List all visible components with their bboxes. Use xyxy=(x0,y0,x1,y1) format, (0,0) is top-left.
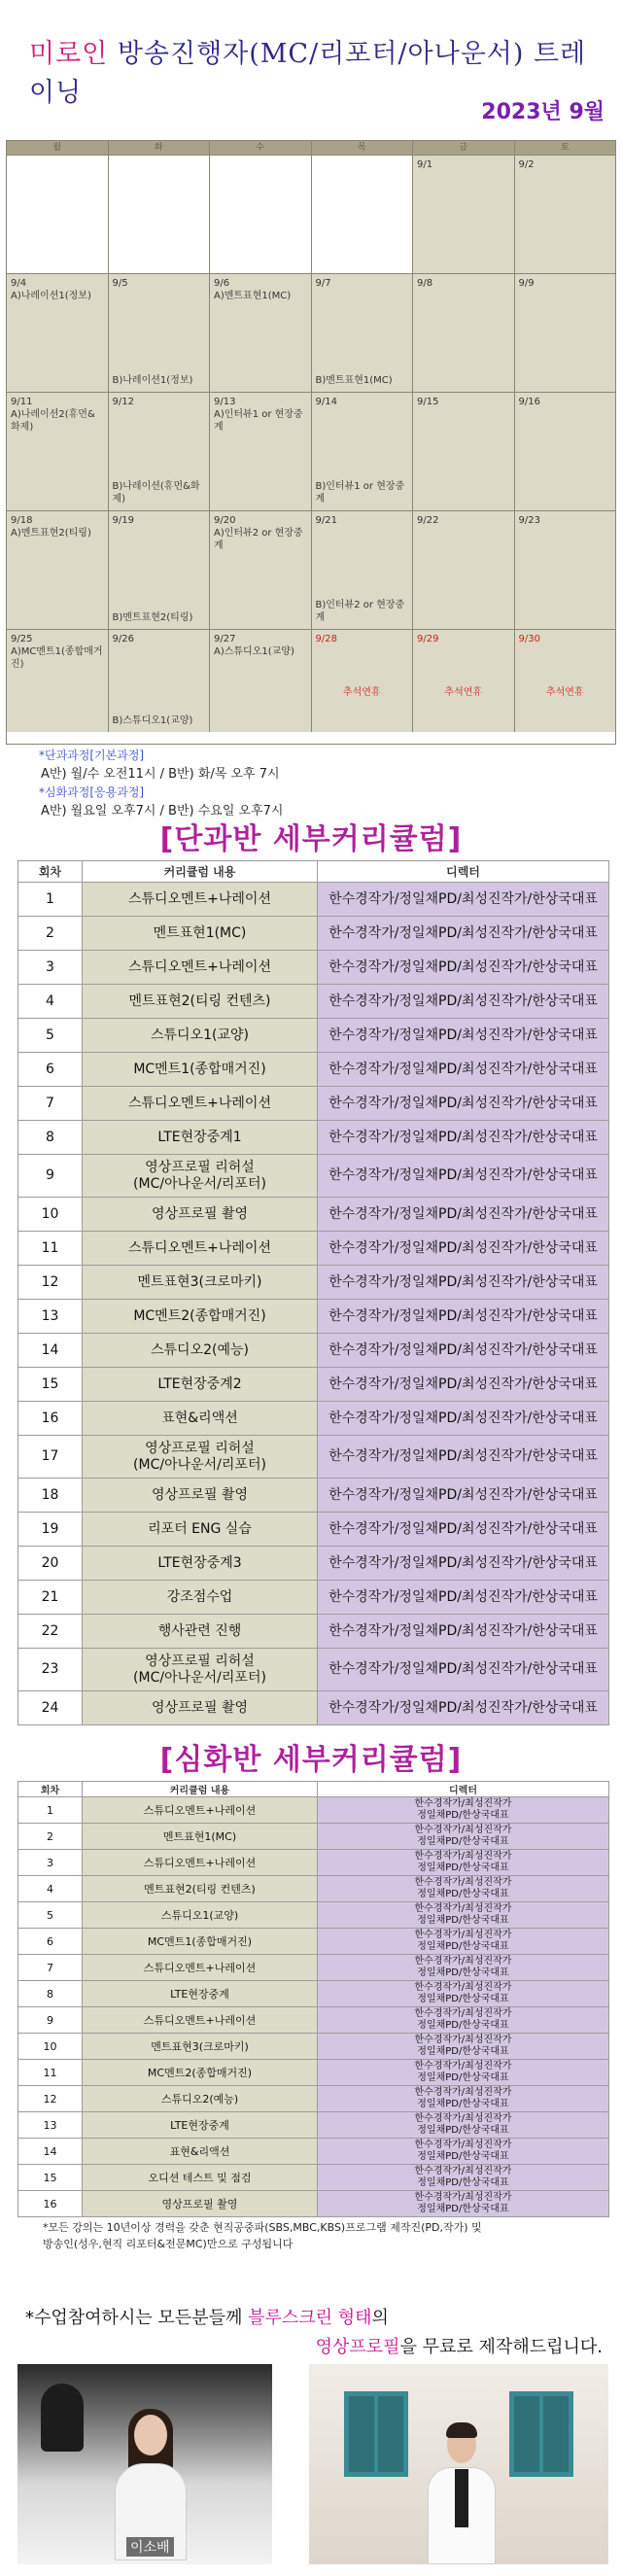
curriculum-content: 표현&리액션 xyxy=(83,2139,318,2165)
table-row xyxy=(18,883,609,917)
director-names: 한수경작가/최성진작가 정일채PD/한상국대표 xyxy=(318,2086,609,2112)
table-row xyxy=(18,1797,609,1824)
director-names: 한수경작가/최성진작가 정일채PD/한상국대표 xyxy=(318,1955,609,1981)
table-row xyxy=(18,1929,609,1955)
calendar-day-cell xyxy=(515,630,616,732)
table-row xyxy=(18,951,609,985)
calendar-week-row xyxy=(7,392,615,510)
director-names: 한수경작가/최성진작가 정일채PD/한상국대표 xyxy=(318,2139,609,2165)
class-session-a: A)나레이션1(정보) xyxy=(11,291,91,301)
calendar-date: 9/7 xyxy=(315,278,331,289)
table-row xyxy=(18,1581,609,1615)
curriculum-content: LTE현장중계2 xyxy=(83,1368,318,1402)
title-accent: 미로인 xyxy=(29,39,109,69)
table-row xyxy=(18,1053,609,1087)
calendar-date: 9/21 xyxy=(315,515,337,526)
round-number: 5 xyxy=(18,1019,83,1053)
calendar-date: 9/15 xyxy=(417,397,439,407)
header-director: 디렉터 xyxy=(318,861,609,883)
calendar-day-cell xyxy=(109,393,211,510)
director-names: 한수경작가/정일채PD/최성진작가/한상국대표 xyxy=(318,951,609,985)
round-number: 2 xyxy=(18,917,83,951)
director-names: 한수경작가/정일채PD/최성진작가/한상국대표 xyxy=(318,1053,609,1087)
table-row xyxy=(18,1981,609,2007)
round-number: 4 xyxy=(18,985,83,1019)
curriculum-content: 스튜디오멘트+나레이션 xyxy=(83,1232,318,1266)
schedule-info xyxy=(39,747,583,820)
calendar-day-cell xyxy=(210,274,312,392)
curriculum-content: 영상프로필 촬영 xyxy=(83,1691,318,1725)
round-number: 15 xyxy=(18,1368,83,1402)
curriculum-content: 영상프로필 리허설 (MC/아나운서/리포터) xyxy=(83,1436,318,1479)
round-number: 5 xyxy=(18,1902,83,1929)
advanced-curriculum-table xyxy=(17,1781,609,2217)
table-row xyxy=(18,1649,609,1691)
curriculum-content: 리포터 ENG 실습 xyxy=(83,1513,318,1547)
curriculum-content: 멘트표현3(크로마키) xyxy=(83,2034,318,2060)
round-number: 12 xyxy=(18,2086,83,2112)
director-names: 한수경작가/정일채PD/최성진작가/한상국대표 xyxy=(318,1300,609,1334)
director-names: 한수경작가/정일채PD/최성진작가/한상국대표 xyxy=(318,1479,609,1513)
calendar-week-row xyxy=(7,155,615,273)
header-round: 회차 xyxy=(18,1782,83,1797)
calendar-date: 9/27 xyxy=(214,634,236,644)
table-row xyxy=(18,2060,609,2086)
round-number: 12 xyxy=(18,1266,83,1300)
weekday-label: 토 xyxy=(560,143,570,153)
round-number: 16 xyxy=(18,2191,83,2217)
class-session-a: A)멘트표현1(MC) xyxy=(214,291,292,301)
table-row xyxy=(18,2034,609,2060)
table-row xyxy=(18,1615,609,1649)
calendar-date: 9/23 xyxy=(518,515,540,526)
director-names: 한수경작가/정일채PD/최성진작가/한상국대표 xyxy=(318,1155,609,1198)
round-number: 13 xyxy=(18,1300,83,1334)
calendar-day-cell xyxy=(515,511,616,629)
director-names: 한수경작가/정일채PD/최성진작가/한상국대표 xyxy=(318,985,609,1019)
round-number: 4 xyxy=(18,1876,83,1902)
table-row xyxy=(18,1121,609,1155)
curriculum-content: 스튜디오멘트+나레이션 xyxy=(83,883,318,917)
table-header-row xyxy=(18,861,609,883)
table-row xyxy=(18,917,609,951)
class-session-b: B)스튜디오1(교양) xyxy=(112,715,193,726)
class-session-b: B)인터뷰2 or 현장중계 xyxy=(315,600,405,623)
basic-course-label: *단과과정[기본과정] xyxy=(39,748,145,762)
calendar-day-cell xyxy=(109,156,211,273)
calendar-date: 9/28 xyxy=(315,634,337,644)
curriculum-content: 영상프로필 촬영 xyxy=(83,1198,318,1232)
studio-lamp xyxy=(41,2384,84,2452)
table-row xyxy=(18,1334,609,1368)
calendar-day-cell xyxy=(7,156,109,273)
round-number: 10 xyxy=(18,2034,83,2060)
calendar-day-cell xyxy=(109,630,211,732)
curriculum-content: 영상프로필 리허설 (MC/아나운서/리포터) xyxy=(83,1649,318,1691)
calendar xyxy=(6,140,616,745)
calendar-day-cell xyxy=(7,511,109,629)
round-number: 11 xyxy=(18,2060,83,2086)
curriculum-content: 강조점수업 xyxy=(83,1581,318,1615)
director-names: 한수경작가/최성진작가 정일채PD/한상국대표 xyxy=(318,1876,609,1902)
calendar-day-cell xyxy=(312,274,414,392)
round-number: 14 xyxy=(18,1334,83,1368)
window-left xyxy=(344,2391,408,2477)
weekday-label: 금 xyxy=(413,141,515,155)
curriculum-content: 스튜디오2(예능) xyxy=(83,2086,318,2112)
presenter-name-caption: 이소배 xyxy=(126,2537,174,2557)
calendar-date: 9/26 xyxy=(112,634,134,644)
table-row xyxy=(18,1876,609,1902)
calendar-date: 9/9 xyxy=(518,278,535,289)
table-row xyxy=(18,2191,609,2217)
calendar-date: 9/18 xyxy=(11,515,33,526)
table-row xyxy=(18,1266,609,1300)
advanced-course-schedule: A반) 월요일 오후7시 / B반) 수요일 오후7시 xyxy=(41,804,284,818)
curriculum-content: 스튜디오1(교양) xyxy=(83,1902,318,1929)
calendar-day-cell xyxy=(210,630,312,732)
class-session-b: B)나레이션(휴먼&화제) xyxy=(112,481,200,505)
calendar-week-row xyxy=(7,510,615,629)
curriculum-content: LTE현장중계 xyxy=(83,2112,318,2139)
director-names: 한수경작가/최성진작가 정일채PD/한상국대표 xyxy=(318,1981,609,2007)
page-title xyxy=(29,35,612,124)
director-names: 한수경작가/정일채PD/최성진작가/한상국대표 xyxy=(318,1334,609,1368)
table-row xyxy=(18,1436,609,1479)
director-names: 한수경작가/정일채PD/최성진작가/한상국대표 xyxy=(318,1436,609,1479)
curriculum-content: 스튜디오멘트+나레이션 xyxy=(83,1087,318,1121)
calendar-date: 9/11 xyxy=(11,397,33,407)
calendar-day-cell xyxy=(312,630,414,732)
table-row xyxy=(18,1402,609,1436)
director-names: 한수경작가/정일채PD/최성진작가/한상국대표 xyxy=(318,1368,609,1402)
basic-course-schedule: A반) 월/수 오전11시 / B반) 화/목 오후 7시 xyxy=(41,767,280,782)
class-session-b: B)인터뷰1 or 현장중계 xyxy=(315,481,405,505)
weekday-label: 월 xyxy=(7,141,109,155)
table-row xyxy=(18,1902,609,1929)
round-number: 2 xyxy=(18,1824,83,1850)
round-number: 3 xyxy=(18,1850,83,1876)
advanced-course-label: *심화과정[응용과정] xyxy=(39,785,145,799)
calendar-week-row xyxy=(7,629,615,732)
profile-photo-female xyxy=(17,2364,272,2564)
promo-line1-highlight: 블루스크린 형태 xyxy=(248,2308,372,2328)
table-row xyxy=(18,1198,609,1232)
director-names: 한수경작가/정일채PD/최성진작가/한상국대표 xyxy=(318,1198,609,1232)
director-names: 한수경작가/정일채PD/최성진작가/한상국대표 xyxy=(318,1547,609,1581)
calendar-day-cell xyxy=(413,393,515,510)
promo-line1-post: 의 xyxy=(371,2308,389,2328)
curriculum-content: 멘트표현1(MC) xyxy=(83,917,318,951)
director-names: 한수경작가/정일채PD/최성진작가/한상국대표 xyxy=(318,1402,609,1436)
calendar-date: 9/30 xyxy=(518,634,540,644)
table-row xyxy=(18,985,609,1019)
table-row xyxy=(18,1547,609,1581)
class-session-a: A)인터뷰2 or 현장중계 xyxy=(214,528,303,551)
table-row xyxy=(18,1368,609,1402)
calendar-day-cell xyxy=(7,274,109,392)
calendar-date: 9/16 xyxy=(518,397,540,407)
round-number: 19 xyxy=(18,1513,83,1547)
director-names: 한수경작가/정일채PD/최성진작가/한상국대표 xyxy=(318,1649,609,1691)
curriculum-content: 스튜디오2(예능) xyxy=(83,1334,318,1368)
class-session-b: B)멘트표현1(MC) xyxy=(315,375,393,386)
table-row xyxy=(18,1479,609,1513)
curriculum-content: 스튜디오멘트+나레이션 xyxy=(83,951,318,985)
round-number: 7 xyxy=(18,1955,83,1981)
round-number: 17 xyxy=(18,1436,83,1479)
round-number: 14 xyxy=(18,2139,83,2165)
calendar-day-cell xyxy=(109,511,211,629)
director-names: 한수경작가/정일채PD/최성진작가/한상국대표 xyxy=(318,1232,609,1266)
promo-line2-post: 을 무료로 제작해드립니다. xyxy=(399,2337,603,2357)
director-names: 한수경작가/정일채PD/최성진작가/한상국대표 xyxy=(318,1513,609,1547)
round-number: 15 xyxy=(18,2165,83,2191)
title-month: 2023년 9월 xyxy=(481,100,605,124)
table-row xyxy=(18,1513,609,1547)
director-names: 한수경작가/정일채PD/최성진작가/한상국대표 xyxy=(318,1266,609,1300)
curriculum-content: LTE현장중계 xyxy=(83,1981,318,2007)
director-names: 한수경작가/최성진작가 정일채PD/한상국대표 xyxy=(318,2034,609,2060)
round-number: 23 xyxy=(18,1649,83,1691)
table-row xyxy=(18,1955,609,1981)
calendar-day-cell xyxy=(515,393,616,510)
table-row xyxy=(18,1824,609,1850)
calendar-date: 9/19 xyxy=(112,515,134,526)
director-names: 한수경작가/최성진작가 정일채PD/한상국대표 xyxy=(318,2165,609,2191)
table-row xyxy=(18,1019,609,1053)
round-number: 11 xyxy=(18,1232,83,1266)
basic-curriculum-table xyxy=(17,860,609,1725)
promo-line2-highlight: 영상프로필 xyxy=(315,2337,400,2357)
curriculum-content: MC멘트2(종합매거진) xyxy=(83,1300,318,1334)
director-names: 한수경작가/정일채PD/최성진작가/한상국대표 xyxy=(318,1691,609,1725)
curriculum-content: MC멘트2(종합매거진) xyxy=(83,2060,318,2086)
table-row xyxy=(18,2112,609,2139)
curriculum-content: 스튜디오멘트+나레이션 xyxy=(83,1797,318,1824)
calendar-day-cell xyxy=(515,156,616,273)
director-names: 한수경작가/정일채PD/최성진작가/한상국대표 xyxy=(318,1581,609,1615)
curriculum-content: LTE현장중계3 xyxy=(83,1547,318,1581)
calendar-date: 9/6 xyxy=(214,278,230,289)
director-names: 한수경작가/최성진작가 정일채PD/한상국대표 xyxy=(318,1824,609,1850)
calendar-day-cell xyxy=(413,156,515,273)
round-number: 24 xyxy=(18,1691,83,1725)
basic-curriculum-title: [단과반 세부커리큘럼] xyxy=(159,822,463,856)
calendar-weekday-header xyxy=(7,141,615,155)
curriculum-content: 영상프로필 리허설 (MC/아나운서/리포터) xyxy=(83,1155,318,1198)
round-number: 9 xyxy=(18,1155,83,1198)
calendar-day-cell xyxy=(413,630,515,732)
director-names: 한수경작가/최성진작가 정일채PD/한상국대표 xyxy=(318,2112,609,2139)
round-number: 10 xyxy=(18,1198,83,1232)
director-names: 한수경작가/최성진작가 정일채PD/한상국대표 xyxy=(318,2060,609,2086)
class-session-a: A)MC멘트1(종합매거진) xyxy=(11,646,103,670)
curriculum-content: 스튜디오멘트+나레이션 xyxy=(83,1850,318,1876)
round-number: 18 xyxy=(18,1479,83,1513)
header-director: 디렉터 xyxy=(318,1782,609,1797)
class-session-a: A)스튜디오1(교양) xyxy=(214,646,294,657)
weekday-label: 화 xyxy=(109,141,211,155)
class-session-b: B)멘트표현2(티링) xyxy=(112,612,193,623)
calendar-date: 9/20 xyxy=(214,515,236,526)
table-row xyxy=(18,2165,609,2191)
director-names: 한수경작가/최성진작가 정일채PD/한상국대표 xyxy=(318,1850,609,1876)
window-right xyxy=(509,2391,573,2477)
director-names: 한수경작가/정일채PD/최성진작가/한상국대표 xyxy=(318,1019,609,1053)
round-number: 16 xyxy=(18,1402,83,1436)
director-names: 한수경작가/정일채PD/최성진작가/한상국대표 xyxy=(318,883,609,917)
class-session-a: A)인터뷰1 or 현장중계 xyxy=(214,409,303,433)
calendar-date: 9/25 xyxy=(11,634,33,644)
round-number: 1 xyxy=(18,883,83,917)
calendar-date: 9/5 xyxy=(112,278,128,289)
header-round: 회차 xyxy=(18,861,83,883)
calendar-day-cell xyxy=(210,511,312,629)
table-row xyxy=(18,1087,609,1121)
director-names: 한수경작가/최성진작가 정일채PD/한상국대표 xyxy=(318,1797,609,1824)
curriculum-content: MC멘트1(종합매거진) xyxy=(83,1053,318,1087)
curriculum-content: 멘트표현1(MC) xyxy=(83,1824,318,1850)
calendar-day-cell xyxy=(312,511,414,629)
curriculum-content: 스튜디오멘트+나레이션 xyxy=(83,1955,318,1981)
round-number: 7 xyxy=(18,1087,83,1121)
instructor-note xyxy=(43,2219,587,2252)
table-row xyxy=(18,1691,609,1725)
curriculum-content: 행사관련 진행 xyxy=(83,1615,318,1649)
round-number: 21 xyxy=(18,1581,83,1615)
class-session-b: B)나레이션1(정보) xyxy=(112,375,193,386)
director-names: 한수경작가/정일채PD/최성진작가/한상국대표 xyxy=(318,1615,609,1649)
round-number: 6 xyxy=(18,1053,83,1087)
round-number: 22 xyxy=(18,1615,83,1649)
header-content: 커리큘럼 내용 xyxy=(83,1782,318,1797)
calendar-date: 9/12 xyxy=(112,397,134,407)
curriculum-content: 표현&리액션 xyxy=(83,1402,318,1436)
calendar-day-cell xyxy=(413,274,515,392)
curriculum-content: 스튜디오1(교양) xyxy=(83,1019,318,1053)
director-names: 한수경작가/정일채PD/최성진작가/한상국대표 xyxy=(318,917,609,951)
holiday-label: 추석연휴 xyxy=(342,687,381,698)
calendar-day-cell xyxy=(515,274,616,392)
holiday-label: 추석연휴 xyxy=(444,687,483,698)
calendar-date: 9/4 xyxy=(11,278,27,289)
calendar-day-cell xyxy=(210,156,312,273)
curriculum-content: LTE현장중계1 xyxy=(83,1121,318,1155)
calendar-day-cell xyxy=(7,630,109,732)
advanced-curriculum-title: [심화반 세부커리큘럼] xyxy=(159,1743,463,1777)
table-header-row xyxy=(18,1782,609,1797)
curriculum-content: 영상프로필 촬영 xyxy=(83,1479,318,1513)
director-names: 한수경작가/최성진작가 정일채PD/한상국대표 xyxy=(318,1929,609,1955)
calendar-date: 9/14 xyxy=(315,397,337,407)
round-number: 20 xyxy=(18,1547,83,1581)
curriculum-content: 멘트표현2(티링 컨텐츠) xyxy=(83,1876,318,1902)
round-number: 6 xyxy=(18,1929,83,1955)
director-names: 한수경작가/최성진작가 정일채PD/한상국대표 xyxy=(318,2191,609,2217)
round-number: 1 xyxy=(18,1797,83,1824)
curriculum-content: 멘트표현3(크로마키) xyxy=(83,1266,318,1300)
round-number: 8 xyxy=(18,1121,83,1155)
weekday-label: 수 xyxy=(210,141,312,155)
director-names: 한수경작가/정일채PD/최성진작가/한상국대표 xyxy=(318,1121,609,1155)
title-main: 방송진행자(MC/리포터/아나운서) 트레이닝 xyxy=(29,39,587,108)
table-row xyxy=(18,2139,609,2165)
promo-line1-pre: *수업참여하시는 모든분들께 xyxy=(25,2308,249,2328)
calendar-day-cell xyxy=(210,393,312,510)
calendar-date: 9/1 xyxy=(417,159,433,170)
round-number: 8 xyxy=(18,1981,83,2007)
table-row xyxy=(18,2086,609,2112)
curriculum-content: 영상프로필 촬영 xyxy=(83,2191,318,2217)
curriculum-content: 멘트표현2(티링 컨텐츠) xyxy=(83,985,318,1019)
calendar-day-cell xyxy=(7,393,109,510)
table-row xyxy=(18,1850,609,1876)
promo-text xyxy=(19,2304,612,2362)
weekday-label: 목 xyxy=(312,141,414,155)
calendar-date: 9/2 xyxy=(518,159,535,170)
class-session-a: A)나레이션2(휴먼&화제) xyxy=(11,409,95,433)
calendar-week-row xyxy=(7,273,615,392)
table-row xyxy=(18,2007,609,2034)
profile-photo-male xyxy=(309,2364,608,2564)
director-names: 한수경작가/최성진작가 정일채PD/한상국대표 xyxy=(318,2007,609,2034)
calendar-day-cell xyxy=(109,274,211,392)
calendar-day-cell xyxy=(312,393,414,510)
calendar-body xyxy=(7,155,615,732)
round-number: 13 xyxy=(18,2112,83,2139)
director-names: 한수경작가/최성진작가 정일채PD/한상국대표 xyxy=(318,1902,609,1929)
class-session-a: A)멘트표현2(티링) xyxy=(11,528,91,539)
table-row xyxy=(18,1155,609,1198)
presenter-male-figure xyxy=(428,2426,496,2564)
table-row xyxy=(18,1300,609,1334)
curriculum-content: 스튜디오멘트+나레이션 xyxy=(83,2007,318,2034)
calendar-day-cell xyxy=(312,156,414,273)
director-names: 한수경작가/정일채PD/최성진작가/한상국대표 xyxy=(318,1087,609,1121)
calendar-date: 9/29 xyxy=(417,634,439,644)
header-content: 커리큘럼 내용 xyxy=(83,861,318,883)
note-line-1: *모든 강의는 10년이상 경력을 갖춘 현직공중파(SBS,MBC,KBS)프로그램 제작진(PD,작가) 및 xyxy=(43,2221,482,2234)
round-number: 3 xyxy=(18,951,83,985)
note-line-2: 방송인(성우,현직 리포터&전문MC)만으로 구성됩니다 xyxy=(43,2238,294,2250)
calendar-date: 9/22 xyxy=(417,515,439,526)
calendar-date: 9/8 xyxy=(417,278,433,289)
calendar-day-cell xyxy=(413,511,515,629)
round-number: 9 xyxy=(18,2007,83,2034)
curriculum-content: MC멘트1(종합매거진) xyxy=(83,1929,318,1955)
table-row xyxy=(18,1232,609,1266)
calendar-date: 9/13 xyxy=(214,397,236,407)
holiday-label: 추석연휴 xyxy=(545,687,584,698)
curriculum-content: 오디션 테스트 및 점검 xyxy=(83,2165,318,2191)
